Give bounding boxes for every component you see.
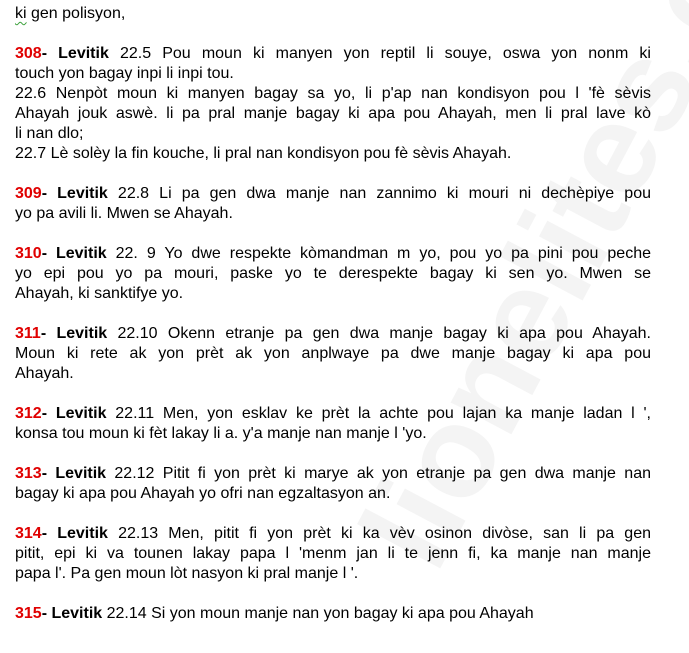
entry-line: 309- Levitik 22.8 Li pa gen dwa manje nan zannimo ki mouri ni dechèpiye pou (15, 185, 651, 202)
verse-text: 22.13 Men, pitit fi yon prèt ki ka vèv osinon divòse, san li pa gen (107, 525, 651, 542)
entry-line: papa l'. Pa gen moun lòt nasyon ki pral manje l '. (15, 565, 359, 582)
entry-number: 315 (15, 605, 42, 622)
entry-line: 308- Levitik 22.5 Pou moun ki manyen yon reptil li souye, oswa yon nonm ki (15, 45, 651, 62)
entry-line: 22.7 Lè solèy la fin kouche, li pral nan kondisyon pou fè sèvis Ahayah. (15, 145, 512, 162)
intro-text: gen polisyon, (26, 5, 126, 22)
entry-line: 314- Levitik 22.13 Men, pitit fi yon prèt ki ka vèv osinon divòse, san li pa gen (15, 525, 651, 542)
entry-line: li nan dlo; (15, 125, 84, 142)
entry-line: Ahayah jouk aswè. li pa pral manje bagay ki apa pou Ahayah, men li pral lave kò (15, 105, 651, 122)
verse-text: 22.5 Pou moun ki manyen yon reptil li souye, oswa yon nonm ki (108, 45, 651, 62)
book-name: Levitik (56, 325, 108, 342)
entry-312 (15, 404, 651, 444)
document-body (15, 4, 651, 624)
entry-line: yo epi pou yo pa mouri, paske yo te derespekte bagay ki sen yo. Mwen se (15, 265, 651, 282)
verse-text: 22.8 Li pa gen dwa manje nan zannimo ki mouri ni dechèpiye pou (107, 185, 651, 202)
entry-line: 311- Levitik 22.10 Okenn etranje pa gen dwa manje bagay ki apa pou Ahayah. (15, 325, 652, 342)
book-name: Levitik (58, 45, 109, 62)
entry-line: pitit, epi ki va tounen lakay papa l 'menm jan li te jenn fi, ka manje nan manje (15, 545, 651, 562)
verse-text: 22.10 Okenn etranje pa gen dwa manje bagay ki apa pou Ahayah. (107, 325, 652, 342)
entry-number: 308 (15, 45, 42, 62)
verse-text: 22.14 Si yon moun manje nan yon bagay ki apa pou Ahayah (102, 605, 534, 622)
entry-line: yo pa avili li. Mwen se Ahayah. (15, 205, 233, 222)
entry-314 (15, 524, 651, 584)
entry-308 (15, 44, 651, 164)
verse-text: 22. 9 Yo dwe respekte kòmandman m yo, pou yo pa pini pou peche (106, 245, 651, 262)
entry-line: 312- Levitik 22.11 Men, yon esklav ke prèt la achte pou lajan ka manje ladan l ', (15, 405, 651, 422)
entry-line: touch yon bagay inpi li inpi tou. (15, 65, 234, 82)
entry-310 (15, 244, 651, 304)
entry-313 (15, 464, 651, 504)
book-name: Levitik (51, 605, 103, 622)
entry-number: 314 (15, 525, 42, 542)
entry-315 (15, 604, 651, 624)
entry-line: bagay ki apa pou Ahayah yo ofri nan egzaltasyon an. (15, 485, 391, 502)
book-name: Levitik (55, 465, 107, 482)
entry-number: 312 (15, 405, 42, 422)
entry-number: 313 (15, 465, 42, 482)
book-name: Levitik (57, 185, 108, 202)
verse-text: 22.11 Men, yon esklav ke prèt la achte pou lajan ka manje ladan l ', (106, 405, 651, 422)
entry-line: 315- Levitik 22.14 Si yon moun manje nan yon bagay ki apa pou Ahayah (15, 605, 534, 622)
entry-line: Moun ki rete ak yon prèt ak yon anplwaye pa dwe manje bagay ki apa pou (15, 345, 651, 362)
entry-line: 313- Levitik 22.12 Pitit fi yon prèt ki marye ak yon etranje pa gen dwa manje nan (15, 465, 651, 482)
entry-311 (15, 324, 651, 384)
entry-line: 310- Levitik 22. 9 Yo dwe respekte kòmandman m yo, pou yo pa pini pou peche (15, 245, 651, 262)
spellcheck-word: ki (15, 5, 27, 22)
entry-number: 310 (15, 245, 42, 262)
entry-line: Ahayah, ki sanktifye yo. (15, 285, 184, 302)
book-name: Levitik (55, 245, 107, 262)
book-name: Levitik (57, 525, 108, 542)
entry-number: 309 (15, 185, 42, 202)
intro-line (15, 4, 651, 24)
entry-309 (15, 184, 651, 224)
entry-number: 311 (15, 325, 41, 342)
entry-line: 22.6 Nenpòt moun ki manyen bagay sa yo, li p'ap nan kondisyon pou l 'fè sèvis (15, 85, 651, 102)
book-name: Levitik (55, 405, 107, 422)
entry-line: konsa tou moun ki fèt lakay li a. y'a manje nan manje l 'yo. (15, 425, 427, 442)
entry-line: Ahayah. (15, 365, 74, 382)
verse-text: 22.12 Pitit fi yon prèt ki marye ak yon etranje pa gen dwa manje nan (106, 465, 651, 482)
